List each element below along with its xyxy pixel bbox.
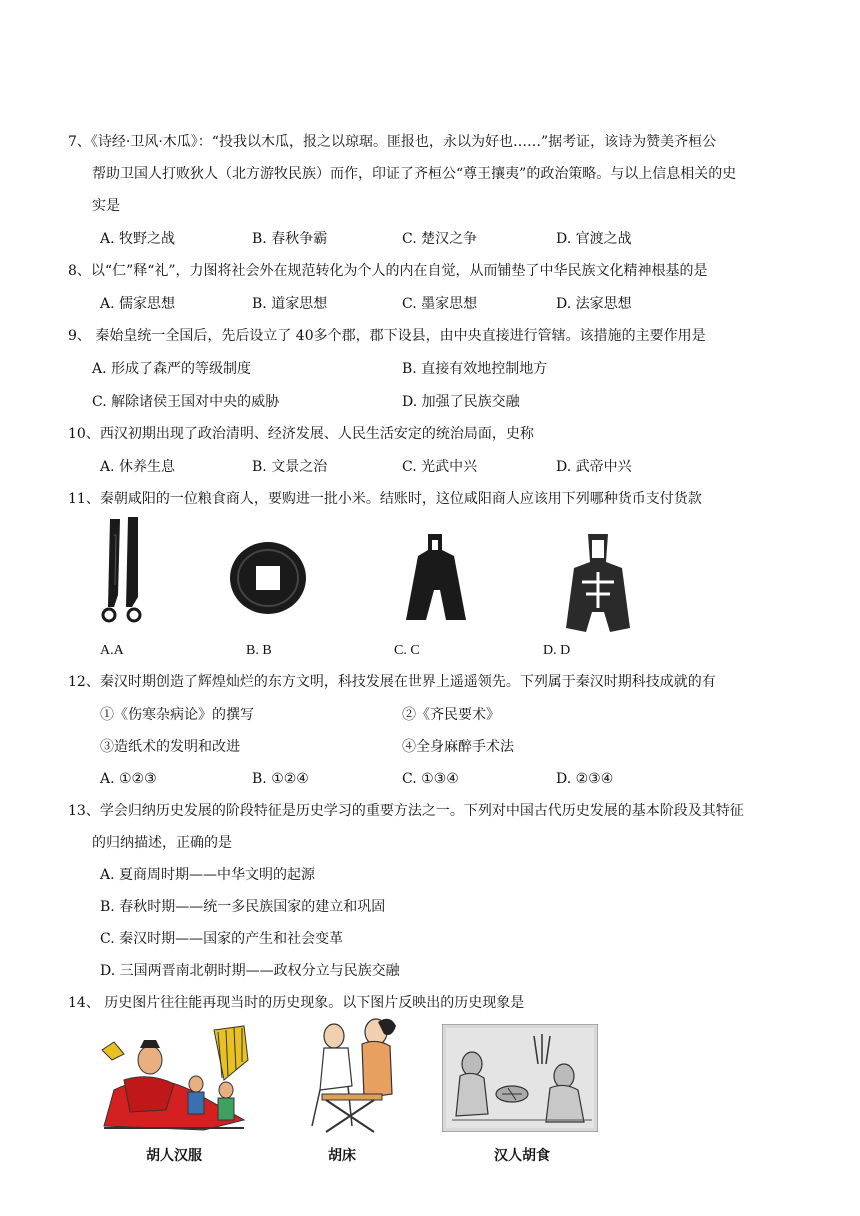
q10-stem: 10、西汉初期出现了政治清明、经济发展、人民生活安定的统治局面，史称 xyxy=(68,426,534,442)
q7-option-c[interactable]: C. 楚汉之争 xyxy=(402,231,478,247)
q7-option-a[interactable]: A. 牧野之战 xyxy=(100,231,176,247)
caption-hu-bed: 胡床 xyxy=(328,1148,356,1164)
q8-option-c[interactable]: C. 墨家思想 xyxy=(402,296,478,312)
q12-option-d[interactable]: D. ②③④ xyxy=(556,771,614,787)
q10-option-d[interactable]: D. 武帝中兴 xyxy=(556,459,632,475)
q9-option-b[interactable]: B. 直接有效地控制地方 xyxy=(402,361,548,377)
q7-option-b[interactable]: B. 春秋争霸 xyxy=(252,231,328,247)
spade-coin-image xyxy=(402,530,472,626)
ban-liang-coin-image xyxy=(228,540,308,616)
q13-option-b[interactable]: B. 春秋时期——统一多民族国家的建立和巩固 xyxy=(100,899,386,915)
q11-stem: 11、秦朝咸阳的一位粮食商人，要购进一批小米。结账时，这位咸阳商人应该用下列哪种货币支付货款 xyxy=(68,491,702,507)
q10-option-b[interactable]: B. 文景之治 xyxy=(252,459,328,475)
coin-label-d[interactable]: D. D xyxy=(543,643,571,658)
q12-item-3: ③造纸术的发明和改进 xyxy=(100,739,240,755)
q8-option-a[interactable]: A. 儒家思想 xyxy=(100,296,176,312)
q13-stem-line1: 13、学会归纳历史发展的阶段特征是历史学习的重要方法之一。下列对中国古代历史发展的基本阶段及其特征 xyxy=(68,803,744,819)
q7-stem-line2: 帮助卫国人打败狄人（北方游牧民族）而作，印证了齐桓公“尊王攘夷”的政治策略。与以上信息相关的史 xyxy=(92,166,737,182)
q10-option-c[interactable]: C. 光武中兴 xyxy=(402,459,478,475)
knife-coin-image xyxy=(96,515,152,635)
q9-option-d[interactable]: D. 加强了民族交融 xyxy=(402,394,520,410)
caption-han-person-hu-food: 汉人胡食 xyxy=(494,1148,550,1164)
q12-item-2: ②《齐民要术》 xyxy=(402,707,500,723)
q7-stem-line1: 7、《诗经·卫风·木瓜》：“投我以木瓜，报之以琼琚。匪报也，永以为好也……”据考证，该诗为赞美齐桓公 xyxy=(68,134,717,150)
hu-folding-bed-image xyxy=(292,1014,416,1138)
q10-option-a[interactable]: A. 休养生息 xyxy=(100,459,176,475)
q13-option-d[interactable]: D. 三国两晋南北朝时期——政权分立与民族交融 xyxy=(100,963,400,979)
han-person-hu-food-image xyxy=(442,1024,598,1132)
q13-option-c[interactable]: C. 秦汉时期——国家的产生和社会变革 xyxy=(100,931,344,947)
q12-option-a[interactable]: A. ①②③ xyxy=(100,771,157,787)
q9-option-c[interactable]: C. 解除诸侯王国对中央的威胁 xyxy=(92,394,280,410)
q12-item-1: ①《伤寒杂病论》的撰写 xyxy=(100,707,254,723)
q13-option-a[interactable]: A. 夏商周时期——中华文明的起源 xyxy=(100,867,316,883)
caption-hu-person-han-clothing: 胡人汉服 xyxy=(146,1148,202,1164)
q14-stem: 14、 历史图片往往能再现当时的历史现象。以下图片反映出的历史现象是 xyxy=(68,995,525,1011)
q9-option-a[interactable]: A. 形成了森严的等级制度 xyxy=(92,361,252,377)
q13-stem-line2: 的归纳描述，正确的是 xyxy=(92,835,232,851)
q12-item-4: ④全身麻醉手术法 xyxy=(402,739,514,755)
q8-stem: 8、以“仁”释“礼”，力图将社会外在规范转化为个人的内在自觉，从而铺垫了中华民族文化精神根基的是 xyxy=(68,263,708,279)
coin-label-a[interactable]: A.A xyxy=(100,643,124,658)
coin-label-b[interactable]: B. B xyxy=(246,643,272,658)
q12-stem: 12、秦汉时期创造了辉煌灿烂的东方文明，科技发展在世界上遥遥领先。下列属于秦汉时期科技成就的有 xyxy=(68,674,716,690)
q12-option-c[interactable]: C. ①③④ xyxy=(402,771,459,787)
q12-option-b[interactable]: B. ①②④ xyxy=(252,771,309,787)
q7-stem-line3: 实是 xyxy=(92,198,120,214)
q8-option-d[interactable]: D. 法家思想 xyxy=(556,296,632,312)
q8-option-b[interactable]: B. 道家思想 xyxy=(252,296,328,312)
hu-person-han-clothing-image xyxy=(94,1020,254,1136)
q7-option-d[interactable]: D. 官渡之战 xyxy=(556,231,632,247)
q9-stem: 9、 秦始皇统一全国后，先后设立了 40多个郡，郡下设县，由中央直接进行管辖。该措施的主要作用是 xyxy=(68,328,706,344)
coin-label-c[interactable]: C. C xyxy=(394,643,420,658)
hollow-spade-coin-image xyxy=(560,532,636,636)
